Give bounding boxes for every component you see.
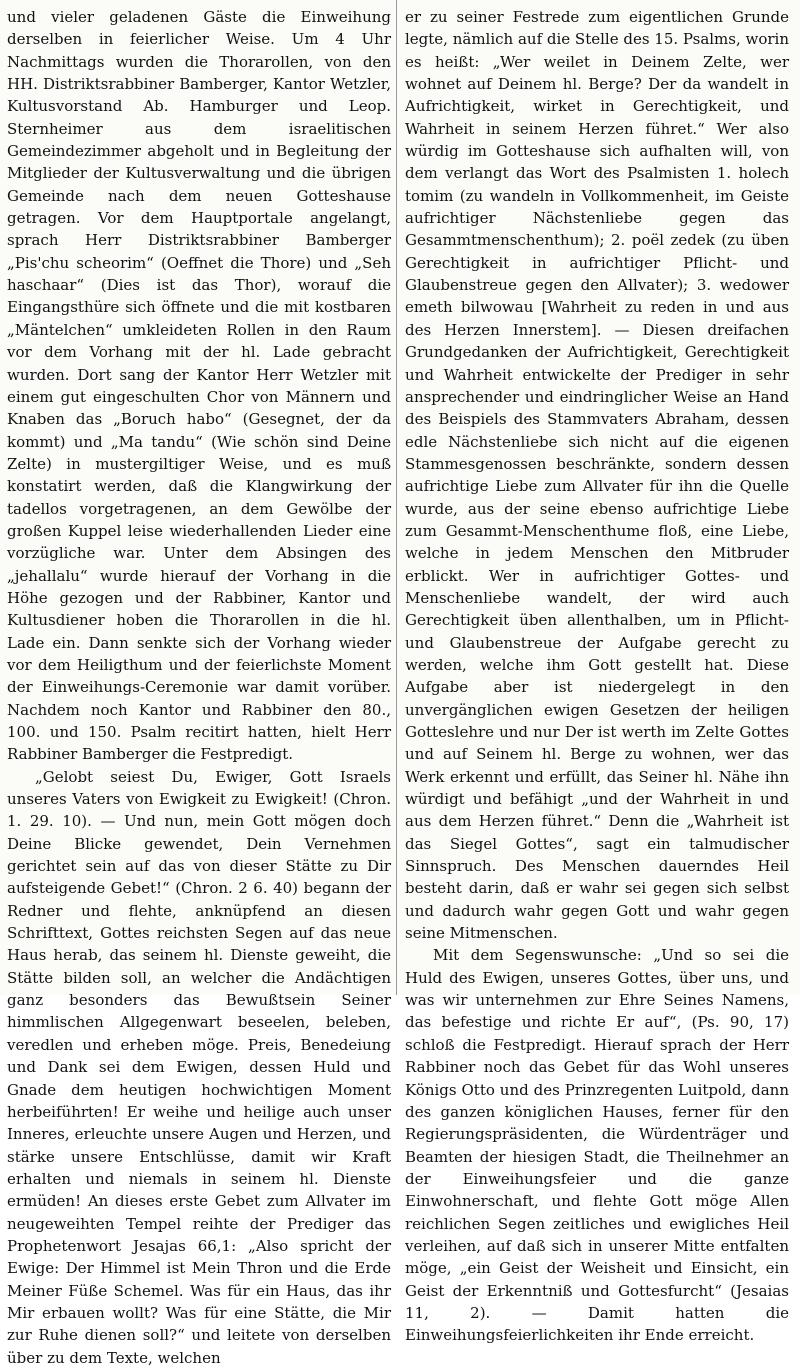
left-column (7, 6, 391, 1367)
paragraph-closing-prayer: Mit dem Segenswunsche: „Und so sei die Huld des Ewigen, unseres Gottes, über uns, und was wir unternehmen zur Ehre Seines Namens, das befestige und richte Er auf“, (Ps. 90, 17) schloß die Festpredigt. Hierauf sprach der Herr Rabbiner noch das Gebet für das Wohl unseres Königs Otto und des Prinzregenten Luitpold, dann des ganzen königlichen Hauses, ferner für den Regierungspräsidenten, die Würdenträger und Beamten der hiesigen Stadt, die Theilnehmer an der Einweihungsfeier und die ganze Einwohnerschaft, und flehte Gott möge Allen reichlichen Segen zeitliches und ewigliches Heil verleihen, auf daß sich in unserer Mitte entfalten möge, „ein Geist der Weisheit und Einsicht, ein Geist der Erkenntniß und Gottesfurcht“ (Jesaias 11, 2). — Damit hatten die Einweihungsfeierlichkeiten ihr Ende erreicht. (405, 946, 789, 1345)
column-divider (396, 0, 397, 995)
paragraph-sermon-text: er zu seiner Festrede zum eigentlichen Grunde legte, nämlich auf die Stelle des 15. Psalms, worin es heißt: „Wer weilet in Deinem Zelte, wer wohnet auf Deinem hl. Berge? Der da wandelt in Aufrichtigkeit, wirket in Gerechtigkeit, und Wahrheit in seinem Herzen führet.“ Wer also würdig im Gotteshause sich aufhalten will, von dem verlangt das Wort des Psalmisten 1. holech tomim (zu wandeln in Vollkommenheit, im Geiste aufrichtiger Nächstenliebe gegen das Gesammtmenschenthum); 2. poël zedek (zu üben Gerechtigkeit in aufrichtiger Pflicht- und Glaubenstreue gegen den Allvater); 3. wedower emeth bilwowau [Wahrheit zu reden in und aus des Herzen Innerstem]. — Diesen dreifachen Grundgedanken der Aufrichtigkeit, Gerechtigkeit und Wahrheit entwickelte der Prediger in sehr ansprechender und eindringlicher Weise an Hand des Beispiels des Stammvaters Abraham, dessen edle Nächstenliebe sich nicht auf die eigenen Stammesgenossen beschränkte, sondern dessen aufrichtige Liebe zum Allvater für ihn die Quelle wurde, aus der seine ebenso aufrichtige Liebe zum Gesammt-Menschenthume floß, eine Liebe, welche in jedem Menschen den Mitbruder erblickt. Wer in aufrichtiger Gottes- und Menschenliebe wandelt, der wird auch Gerechtigkeit üben allenthalben, um in Pflicht- und Glaubenstreue der Aufgabe gerecht zu werden, welche ihm Gott gestellt hat. Diese Aufgabe aber ist niedergelegt in den unvergänglichen ewigen Gesetzen der heiligen Gotteslehre und nur Der ist werth im Zelte Gottes und auf Seinem hl. Berge zu wohnen, wer das Werk erkennt und erfüllt, das Seiner hl. Nähe ihn würdigt und befähigt „und der Wahrheit in und aus dem Herzen führet.“ Denn die „Wahrheit ist das Siegel Gottes“, sagt ein talmudischer Sinnspruch. Des Menschen dauerndes Heil besteht darin, daß er wahr sei gegen sich selbst und dadurch wahr gegen Gott und wahr gegen seine Mitmenschen. (405, 8, 790, 943)
paragraph-consecration-procession: und vieler geladenen Gäste die Einweihung derselben in feierlicher Weise. Um 4 Uhr Nachmittags wurden die Thorarollen, von den HH. Distriktsrabbiner Bamberger, Kantor Wetzler, Kultusvorstand Ab. Hamburger und Leop. Sternheimer aus dem israelitischen Gemeindezimmer abgeholt und in Begleitung der Mitglieder der Kultusverwaltung und die übrigen Gemeinde nach dem neuen Gotteshause getragen. Vor dem Hauptportale angelangt, sprach Herr Distriktsrabbiner Bamberger „Pis'chu scheorim“ (Oeffnet die Thore) und „Seh haschaar“ (Dies ist das Thor), worauf die Eingangsthüre sich öffnete und die mit kostbaren „Mäntelchen“ umkleideten Rollen in den Raum vor dem Vorhang mit der hl. Lade gebracht wurden. Dort sang der Kantor Herr Wetzler mit einem gut eingeschulten Chor von Männern und Knaben das „Boruch habo“ (Gesegnet, der da kommt) und „Ma tandu“ (Wie schön sind Deine Zelte) in mustergiltiger Weise, und es muß konstatirt werden, daß die Klangwirkung der tadellos vorgetragenen, an dem Gewölbe der großen Kuppel leise wiederhallenden Lieder eine vorzügliche war. Unter dem Absingen des „jehallalu“ wurde hierauf der Vorhang in die Höhe gezogen und der Rabbiner, Kantor und Kultusdiener hoben die Thorarollen in die hl. Lade ein. Dann senkte sich der Vorhang wieder vor dem Heiligthum und der feierlichste Moment der Einweihungs-Ceremonie war damit vorüber. Nachdem noch Kantor und Rabbiner den 80., 100. und 150. Psalm recitirt hatten, hielt Herr Rabbiner Bamberger die Festpredigt. (7, 8, 391, 764)
right-column (405, 6, 790, 1345)
paragraph-sermon-opening: „Gelobt seiest Du, Ewiger, Gott Israels unseres Vaters von Ewigkeit zu Ewigkeit! (Chron. 1. 29. 10). — Und nun, mein Gott mögen doch Deine Blicke gewendet, Dein Vernehmen gerichtet sein auf das von dieser Stätte zu Dir aufsteigende Gebet!“ (Chron. 2 6. 40) begann der Redner und flehte, anknüpfend an diesen Schrifttext, Gottes reichsten Segen auf das neue Haus herab, das seinem hl. Dienste geweiht, die Stätte bilden soll, an welcher die Andächtigen ganz besonders das Bewußtsein Seiner himmlischen Allgegenwart beseelen, beleben, veredlen und erheben möge. Preis, Benedeiung und Dank sei dem Ewigen, dessen Huld und Gnade dem heutigen hochwichtigen Moment herbeiführten! Er weihe und heilige auch unser Inneres, erleuchte unsere Augen und Herzen, und stärke unsere Entschlüsse, damit wir Kraft erhalten und niemals in seinem hl. Dienste ermüden! An dieses erste Gebet zum Allvater im neugeweihten Tempel reihte der Prediger das Prophetenwort Jesajas 66,1: „Also spricht der Ewige: Der Himmel ist Mein Thron und die Erde Meiner Füße Schemel. Was für ein Haus, das ihr Mir erbauen wollt? Was für eine Stätte, die Mir zur Ruhe dienen soll?“ und leitete von derselben über zu dem Texte, welchen (7, 767, 391, 1367)
